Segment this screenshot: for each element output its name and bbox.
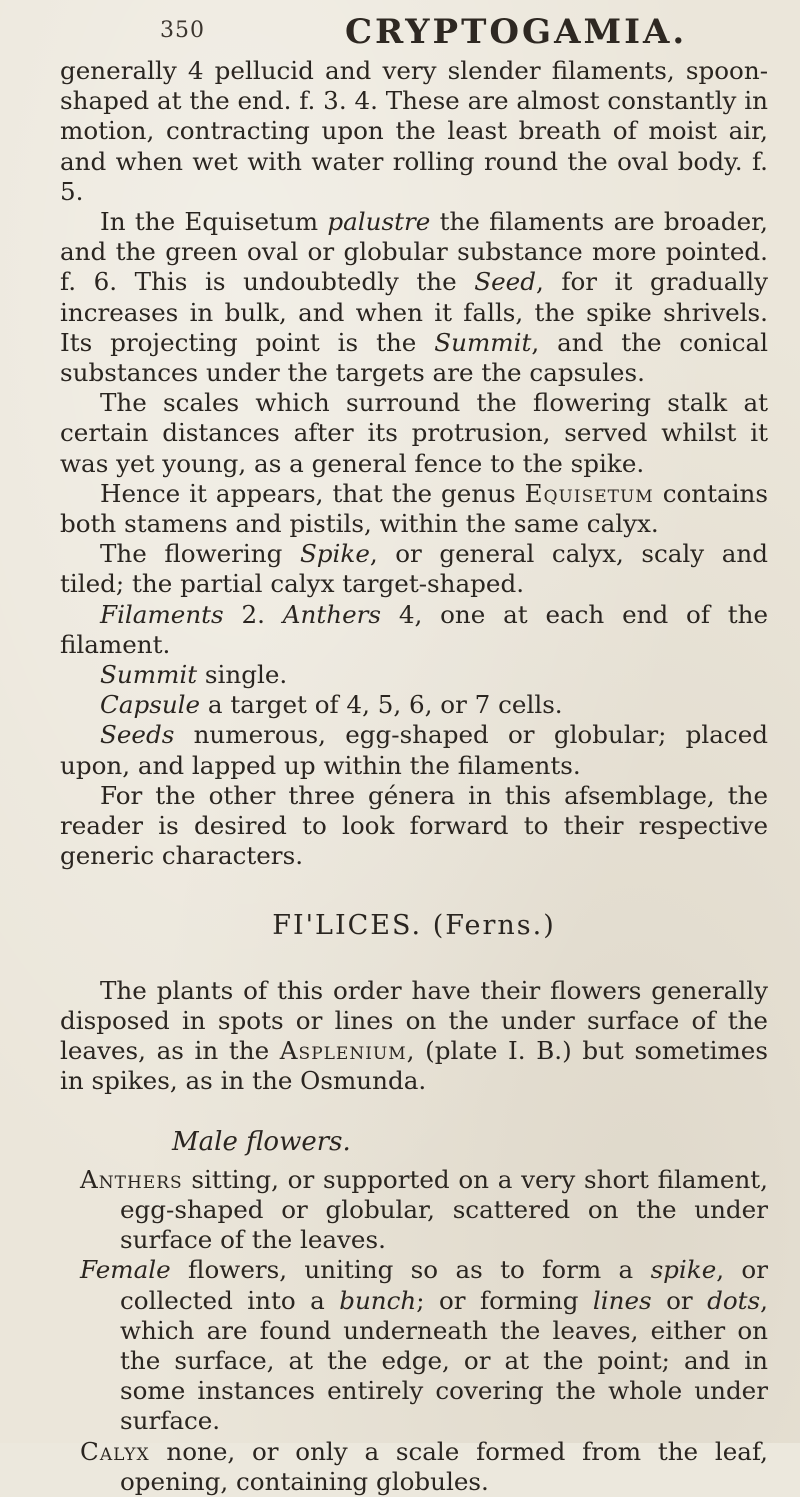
paragraph-filices-intro: The plants of this order have their flowers generally disposed in spots or lines on the under surface of the leaves, as in the Asplenium, (plate I. B.) but sometimes in spikes, as in the Osmunda. (60, 975, 768, 1096)
paragraph-equisetum-palustre: In the Equisetum palustre the filaments are broader, and the green oval or globular substance more pointed. f. 6. This is undoubtedly the Seed, for it gradually increases in bulk, and when it falls, the spike shrivels. Its projecting point is the Summit, and the conical substances under the targets are the capsules. (60, 207, 769, 388)
body-text (60, 56, 768, 1497)
paragraph-scales: The scales which surround the flowering stalk at certain distances after its protrusion, served whilst it was yet young, as a general fence to the spike. (60, 388, 768, 478)
paragraph-genus-conclusion: Hence it appears, that the genus Equisetum contains both stamens and pistils, within the same calyx. (60, 478, 768, 539)
running-title: CRYPTOGAMIA. (345, 12, 688, 52)
section-heading-filices: FI'LICES. (Ferns.) (272, 910, 556, 942)
page-number: 350 (160, 18, 205, 43)
paragraph-seeds: Seeds numerous, egg-shaped or globular; placed upon, and lapped up within the filaments. (60, 720, 768, 780)
paragraph-other-genera: For the other three génera in this afsemblage, the reader is desired to look forward to their respective generic characters. (60, 780, 768, 871)
paragraph-calyx: Calyx none, or only a scale formed from the leaf, opening, containing globules. (80, 1436, 768, 1496)
paragraph-equisetum-filaments: generally 4 pellucid and very slender filaments, spoon-shaped at the end. f. 3. 4. These are almost constantly in motion, contracting upon the least breath of moist air, and when wet with water rolling round the oval body. f. 5. (60, 56, 768, 206)
paragraph-anthers: Anthers sitting, or supported on a very short filament, egg-shaped or globular, scattered on the under surface of the leaves. (80, 1164, 768, 1255)
sub-heading-male-flowers: Male flowers. (172, 1126, 351, 1157)
paragraph-summit: Summit single. (100, 660, 288, 690)
paragraph-capsule: Capsule a target of 4, 5, 6, or 7 cells. (100, 690, 563, 720)
paragraph-female-flowers: Female flowers, uniting so as to form a spike, or collected into a bunch; or forming lines or dots, which are found underneath the leaves, either on the surface, at the edge, or at the point; and in some instances entirely covering the whole under surface. (80, 1255, 768, 1436)
paragraph-filaments: Filaments 2. Anthers 4, one at each end of the filament. (60, 599, 768, 659)
paragraph-spike: The flowering Spike, or general calyx, scaly and tiled; the partial calyx target-shaped. (60, 539, 768, 599)
